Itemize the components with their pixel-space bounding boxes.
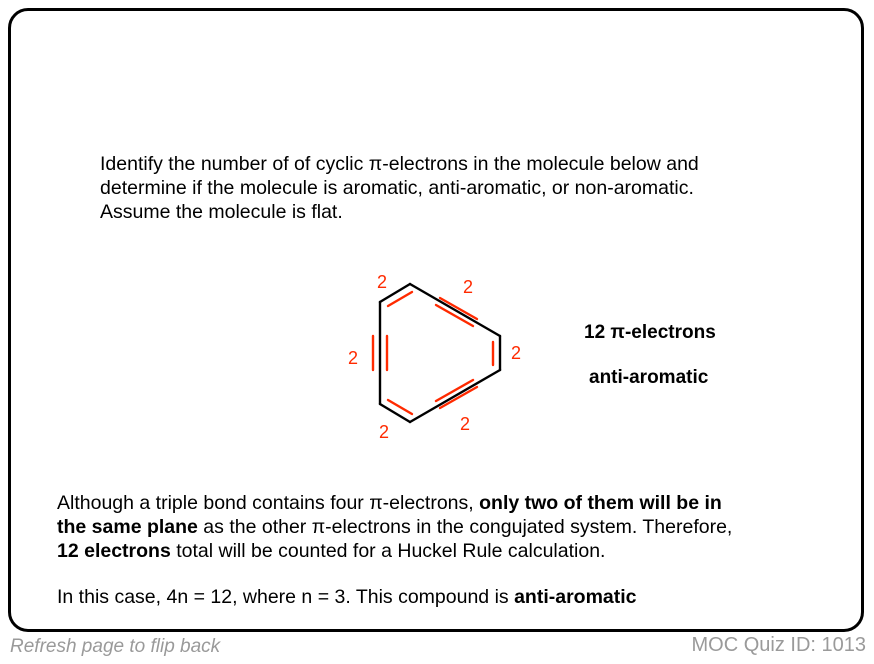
question-line: determine if the molecule is aromatic, anti-aromatic, or non-aromatic.	[100, 177, 694, 199]
explanation-text-part: as the other π-electrons in the congujated system. Therefore,	[197, 516, 733, 538]
sigma-bond	[380, 404, 410, 422]
question-line: Assume the molecule is flat.	[100, 201, 343, 223]
explanation-emphasis: 12 electrons	[57, 540, 171, 562]
aromaticity-verdict: anti-aromatic	[589, 367, 709, 388]
electron-label: 2	[511, 343, 522, 363]
pi-bond-upper-triple	[440, 298, 477, 319]
electron-label: 2	[463, 277, 474, 297]
electron-label: 2	[460, 414, 471, 434]
cyclic-molecule-diagram	[330, 260, 570, 450]
explanation-text	[57, 491, 847, 563]
question-text	[100, 152, 800, 224]
conclusion-part: In this case, 4n = 12, where n = 3. This compound is	[57, 586, 515, 608]
flip-back-hint[interactable]: Refresh page to flip back	[10, 636, 221, 657]
explanation-emphasis: the same plane	[57, 516, 198, 538]
explanation-text-part: total will be counted for a Huckel Rule calculation.	[170, 540, 606, 562]
conclusion-text	[57, 585, 637, 609]
pi-bond-upper-triple	[436, 305, 473, 326]
explanation-line	[57, 491, 847, 515]
pi-electron-count: 12 π-electrons	[584, 322, 716, 343]
conclusion-emphasis: anti-aromatic	[514, 586, 637, 608]
electron-label: 2	[377, 272, 388, 292]
sigma-bond	[410, 370, 500, 422]
question-line: Identify the number of of cyclic π-electrons in the molecule below and	[100, 153, 699, 175]
explanation-text-part: Although a triple bond contains four π-electrons,	[57, 492, 480, 514]
explanation-emphasis: only two of them will be in	[479, 492, 722, 514]
electron-label: 2	[379, 422, 390, 442]
electron-label: 2	[348, 348, 359, 368]
pi-bond-lower-triple	[440, 387, 477, 408]
pi-bond-lower-triple	[436, 380, 473, 401]
sigma-bond	[410, 284, 500, 336]
explanation-line	[57, 539, 847, 563]
quiz-id: MOC Quiz ID: 1013	[691, 634, 866, 656]
explanation-line	[57, 515, 847, 539]
